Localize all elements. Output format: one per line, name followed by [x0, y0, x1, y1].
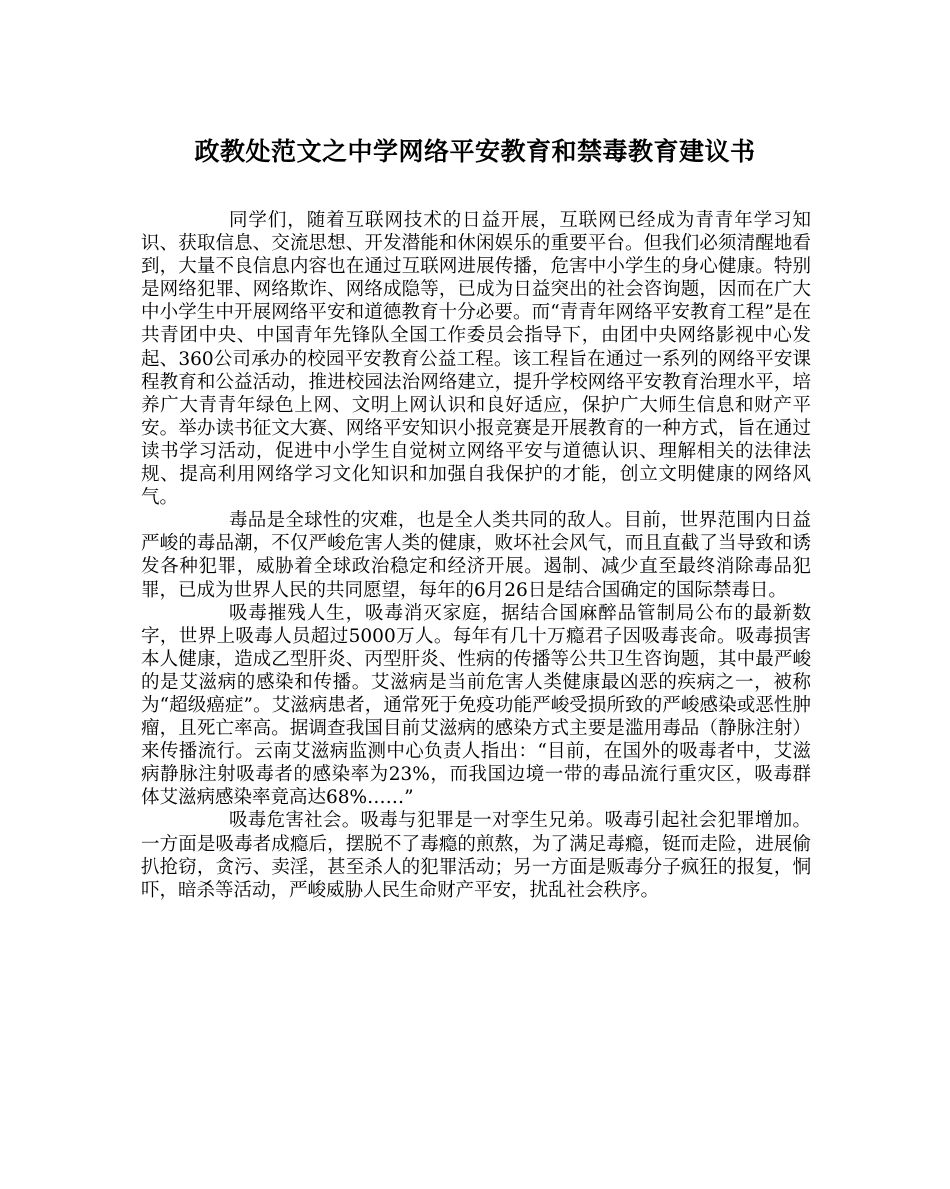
paragraph-drug-harms-society: 吸毒危害社会。吸毒与犯罪是一对孪生兄弟。吸毒引起社会犯罪增加。一方面是吸毒者成瘾后，摆脱不了毒瘾的煎熬，为了满足毒瘾，铤而走险，进展偷扒抢窃，贪污、卖淫，甚至杀人的犯罪活动；另一方面是贩毒分子疯狂的报复，恫吓，暗杀等活动，严峻威胁人民生命财产平安，扰乱社会秩序。 [141, 810, 811, 901]
paragraph-drug-global-disaster: 毒品是全球性的灾难，也是全人类共同的敌人。目前，世界范围内日益严峻的毒品潮，不仅严峻危害人类的健康，败坏社会风气，而且直截了当导致和诱发各种犯罪，威胁着全球政治稳定和经济开展。遏制、减少直至最终消除毒品犯罪，已成为世界人民的共同愿望，每年的6月26日是结合国确定的国际禁毒日。 [141, 510, 811, 601]
document-body [141, 209, 811, 902]
paragraph-internet-safety: 同学们，随着互联网技术的日益开展，互联网已经成为青青年学习知识、获取信息、交流思想、开发潜能和休闲娱乐的重要平台。但我们必须清醒地看到，大量不良信息内容也在通过互联网进展传播，危害中小学生的身心健康。特别是网络犯罪、网络欺诈、网络成隐等，已成为日益突出的社会咨询题，因而在广大中小学生中开展网络平安和道德教育十分必要。而“青青年网络平安教育工程”是在共青团中央、中国青年先锋队全国工作委员会指导下，由团中央网络影视中心发起、360公司承办的校园平安教育公益工程。该工程旨在通过一系列的网络平安课程教育和公益活动，推进校园法治网络建立，提升学校网络平安教育治理水平，培养广大青青年绿色上网、文明上网认识和良好适应，保护广大师生信息和财产平安。举办读书征文大赛、网络平安知识小报竞赛是开展教育的一种方式，旨在通过读书学习活动，促进中小学生自觉树立网络平安与道德认识、理解相关的法律法规、提高利用网络学习文化知识和加强自我保护的才能，创立文明健康的网络风气。 [141, 210, 811, 509]
paragraph-drug-harms-life: 吸毒摧残人生，吸毒消灭家庭，据结合国麻醉品管制局公布的最新数字，世界上吸毒人员超过5000万人。每年有几十万瘾君子因吸毒丧命。吸毒损害本人健康，造成乙型肝炎、丙型肝炎、性病的传播等公共卫生咨询题，其中最严峻的是艾滋病的感染和传播。艾滋病是当前危害人类健康最凶恶的疾病之一，被称为“超级癌症”。艾滋病患者，通常死于免疫功能严峻受损所致的严峻感染或恶性肿瘤，且死亡率高。据调查我国目前艾滋病的感染方式主要是滥用毒品（静脉注射）来传播流行。云南艾滋病监测中心负责人指出：“目前，在国外的吸毒者中，艾滋病静脉注射吸毒者的感染率为23%，而我国边境一带的毒品流行重灾区，吸毒群体艾滋病感染率竟高达68%……” [141, 602, 811, 809]
document-title: 政教处范文之中学网络平安教育和禁毒教育建议书 [194, 137, 756, 166]
